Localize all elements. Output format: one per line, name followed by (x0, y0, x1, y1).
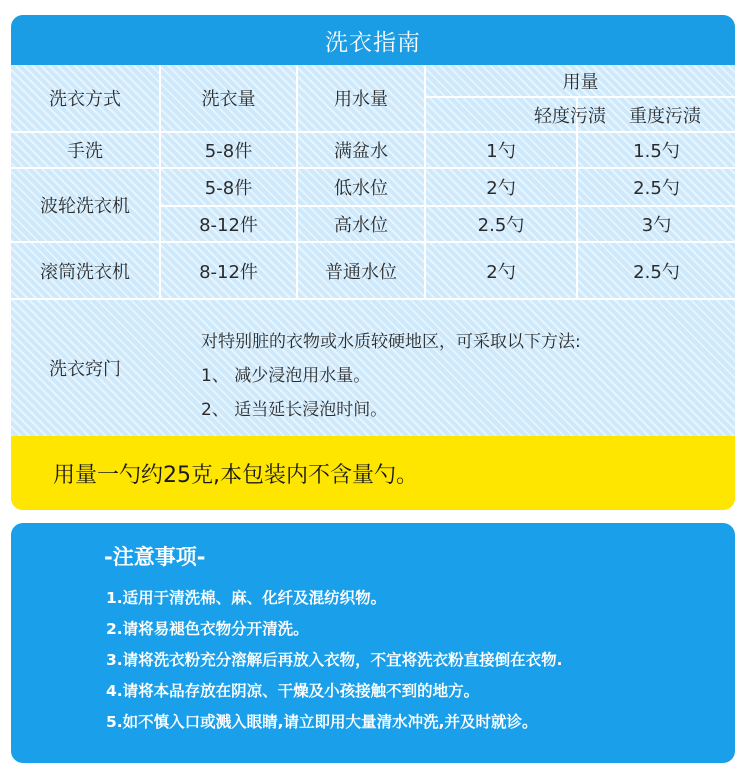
note-item: 2.请将易褪色衣物分开清洗。 (106, 620, 309, 638)
tips-item: 2、 适当延长浸泡时间。 (201, 400, 388, 420)
guide-title: 洗衣指南 (11, 15, 735, 65)
row-light-dose: 2勺 (486, 261, 516, 283)
header-amount: 洗衣量 (201, 89, 256, 110)
row-water: 普通水位 (325, 261, 397, 283)
row-amount: 8-12件 (199, 215, 258, 236)
note-item: 3.请将洗衣粉充分溶解后再放入衣物，不宜将洗衣粉直接倒在衣物. (106, 651, 563, 669)
row-water: 高水位 (334, 215, 388, 236)
tips-item: 1、 减少浸泡用水量。 (201, 366, 371, 386)
notes-title: -注意事项- (104, 545, 206, 569)
header-dosage: 用量 (562, 71, 599, 93)
row-heavy-dose: 2.5勺 (633, 178, 680, 199)
row-water: 满盆水 (334, 141, 388, 162)
row-method: 滚筒洗衣机 (40, 261, 130, 283)
row-light-dose: 2.5勺 (477, 215, 525, 236)
row-amount: 5-8件 (204, 141, 253, 162)
tips-content (201, 325, 581, 427)
header-method: 洗衣方式 (49, 89, 121, 110)
tips-label: 洗衣窍门 (49, 359, 121, 380)
notes-list (106, 583, 563, 738)
row-amount: 8-12件 (199, 261, 258, 283)
row-heavy-dose: 3勺 (641, 215, 672, 236)
row-light-dose: 1勺 (486, 141, 516, 162)
row-amount: 5-8件 (204, 178, 253, 199)
laundry-guide-card (11, 15, 735, 510)
notes-card (11, 523, 735, 763)
header-heavy-stain: 重度污渍 (629, 105, 701, 127)
dosage-note-bar (11, 436, 735, 510)
guide-table (11, 65, 735, 436)
row-method: 波轮洗衣机 (40, 196, 130, 217)
row-method: 手洗 (67, 141, 103, 162)
header-water: 用水量 (334, 89, 388, 110)
row-light-dose: 2勺 (486, 178, 516, 199)
note-item: 5.如不慎入口或溅入眼睛,请立即用大量清水冲洗,并及时就诊。 (106, 713, 538, 731)
row-heavy-dose: 2.5勺 (633, 261, 680, 283)
row-heavy-dose: 1.5勺 (633, 141, 680, 162)
tips-intro: 对特别脏的衣物或水质较硬地区，可采取以下方法: (201, 332, 581, 352)
note-item: 1.适用于清洗棉、麻、化纤及混纺织物。 (106, 589, 387, 607)
row-water: 低水位 (334, 178, 388, 199)
note-item: 4.请将本品存放在阴凉、干燥及小孩接触不到的地方。 (106, 682, 480, 700)
header-light-stain: 轻度污渍 (534, 105, 606, 127)
dosage-note: 用量一勺约25克,本包装内不含量勺。 (53, 462, 418, 488)
